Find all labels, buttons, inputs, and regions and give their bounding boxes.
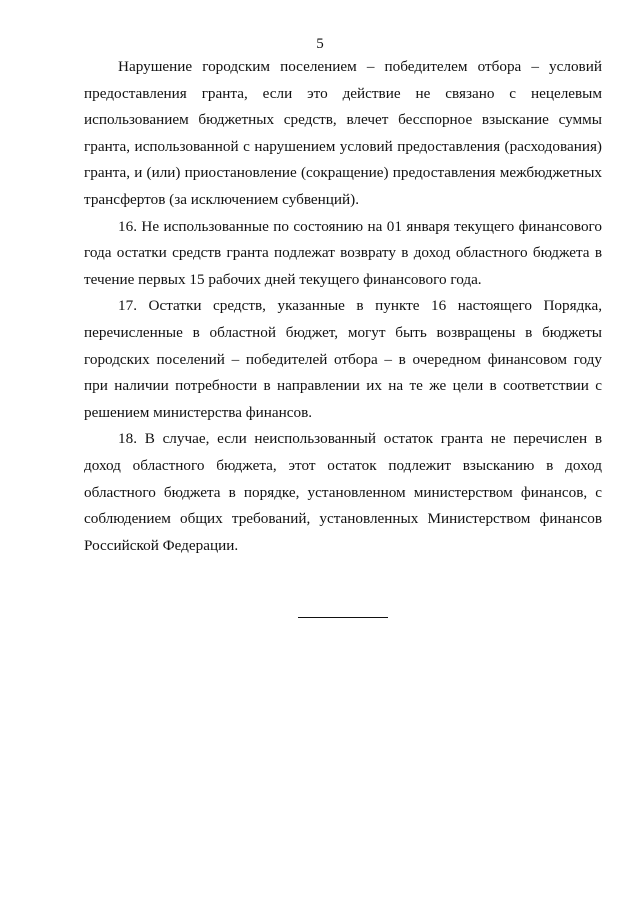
paragraph-17: 17. Остатки средств, указанные в пункте 16 настоящего Порядка, перечисленные в областной бюджет, могут быть возвращены в бюджеты городских поселений – победителей отбора – в очередном финансовом году при наличии потребности в направлении их на те же цели в соответствии с решением министерства финансов. [84,297,602,421]
end-of-document-rule [298,617,388,618]
paragraph-16: 16. Не использованные по состоянию на 01 января текущего финансового года остатки средств гранта подлежат возврату в доход областного бюджета в течение первых 15 рабочих дней текущего финансового года. [84,217,602,288]
paragraph-18: 18. В случае, если неиспользованный остаток гранта не перечислен в доход областного бюджета, этот остаток подлежит взысканию в доход областного бюджета в порядке, установленном министерством финансов, с соблюдением общих требований, установленных Министерством финансов Российской Федерации. [84,430,602,554]
paragraph-grant-violation: Нарушение городским поселением – победителем отбора – условий предоставления гранта, если это действие не связано с нецелевым использованием бюджетных средств, влечет бесспорное взыскание суммы гранта, использованной с нарушением условий предоставления (расходования) гранта, и (или) приостановление (сокращение) предоставления межбюджетных трансфертов (за исключением субвенций). [84,58,602,208]
page-number: 5 [316,36,324,52]
document-body [84,54,602,559]
